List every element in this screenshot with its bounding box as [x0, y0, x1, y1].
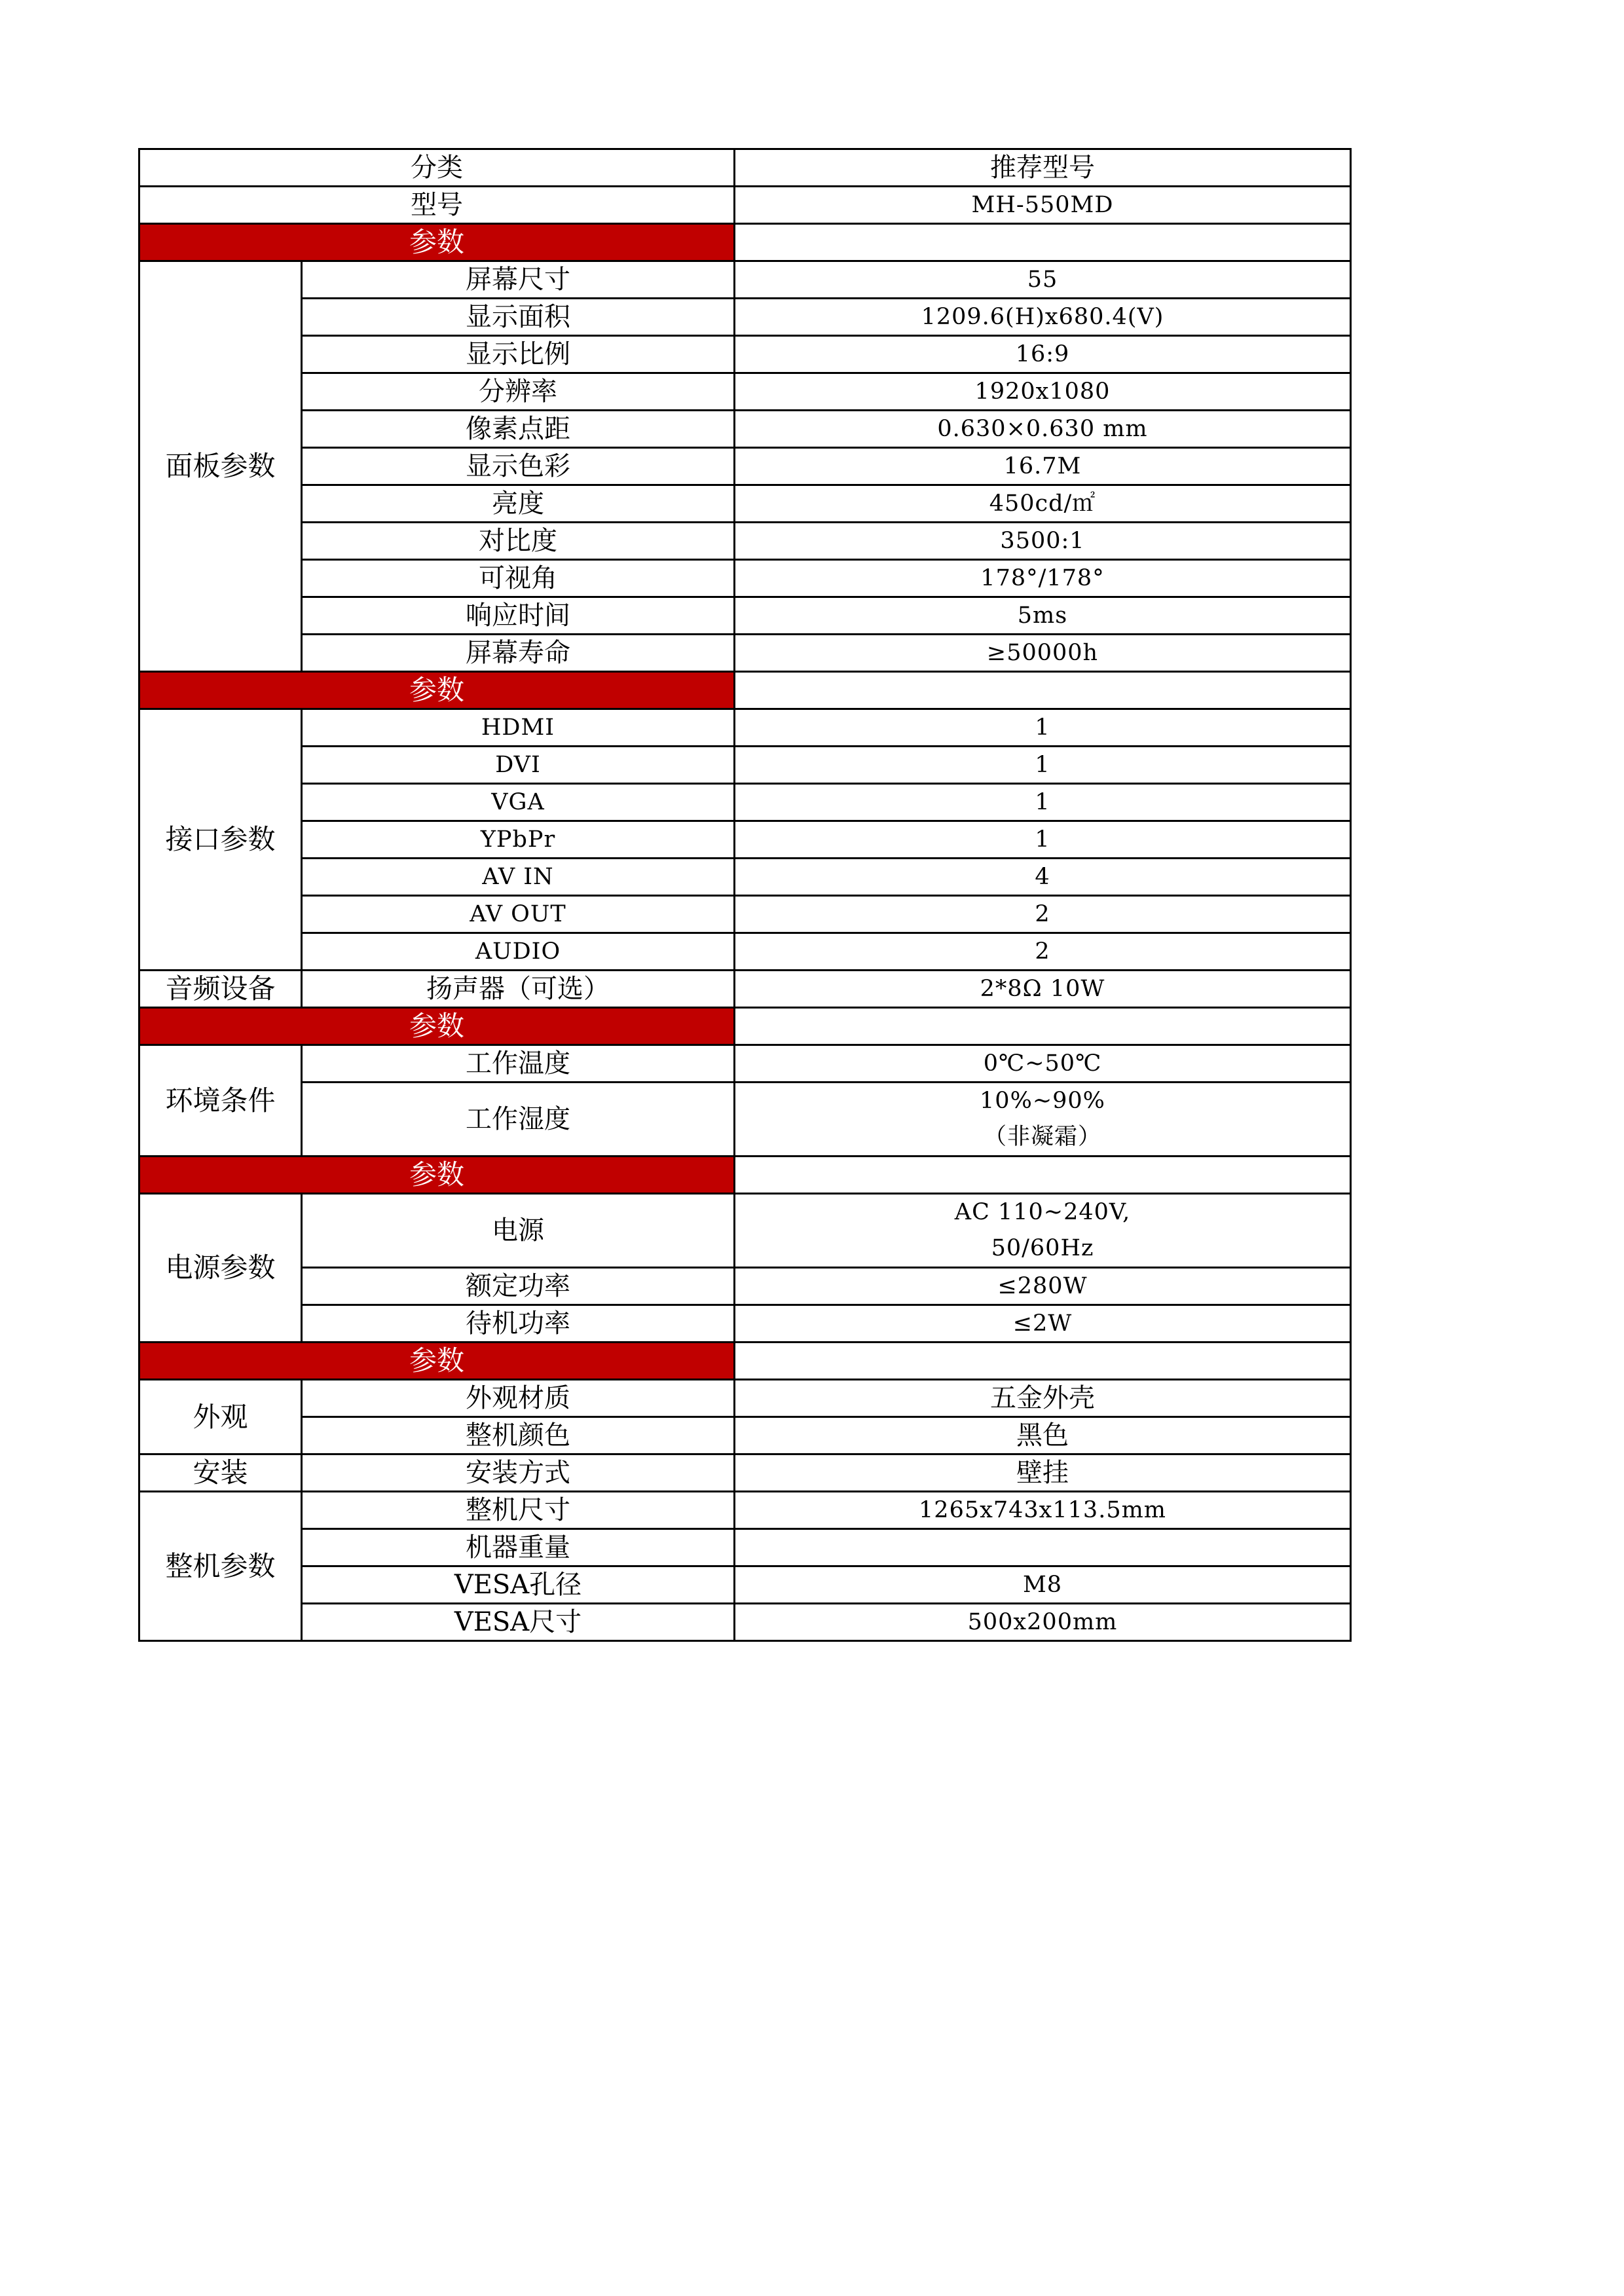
table-row	[139, 896, 1351, 933]
row-value: ≤280W	[735, 1268, 1351, 1305]
table-row	[139, 448, 1351, 485]
row-value: 16:9	[735, 336, 1351, 373]
section-header: 参数	[139, 224, 735, 261]
row-value: 黑色	[735, 1417, 1351, 1454]
section-header-blank	[735, 1157, 1351, 1194]
table-row	[139, 1492, 1351, 1529]
row-value: 1265x743x113.5mm	[735, 1492, 1351, 1529]
category-panel: 面板参数	[139, 261, 302, 672]
row-label: 屏幕尺寸	[302, 261, 735, 299]
section-header-row	[139, 1157, 1351, 1194]
row-value: ≥50000h	[735, 635, 1351, 672]
category-audio: 音频设备	[139, 971, 302, 1008]
table-row	[139, 1380, 1351, 1417]
table-row	[139, 411, 1351, 448]
table-row	[139, 299, 1351, 336]
table-row	[139, 373, 1351, 411]
row-value: 2	[735, 896, 1351, 933]
row-value: 3500:1	[735, 523, 1351, 560]
category-power: 电源参数	[139, 1194, 302, 1342]
table-header-row	[139, 149, 1351, 187]
table-row	[139, 747, 1351, 784]
row-value: 1	[735, 784, 1351, 821]
section-header-row	[139, 672, 1351, 709]
section-header-row	[139, 1342, 1351, 1380]
row-label: AV OUT	[302, 896, 735, 933]
section-header: 参数	[139, 1008, 735, 1045]
table-row	[139, 560, 1351, 597]
table-row	[139, 933, 1351, 971]
row-label: 像素点距	[302, 411, 735, 448]
row-value	[735, 1194, 1351, 1268]
humidity-value-line2: （非凝霜）	[983, 1124, 1101, 1150]
model-label: 型号	[139, 187, 735, 224]
row-value: ≤2W	[735, 1305, 1351, 1342]
row-value: 壁挂	[735, 1454, 1351, 1492]
table-row	[139, 597, 1351, 635]
section-header-blank	[735, 672, 1351, 709]
row-label: 机器重量	[302, 1529, 735, 1566]
table-row	[139, 485, 1351, 523]
row-label: 显示色彩	[302, 448, 735, 485]
row-label: 屏幕寿命	[302, 635, 735, 672]
row-label: VGA	[302, 784, 735, 821]
row-label: 安装方式	[302, 1454, 735, 1492]
table-row	[139, 261, 1351, 299]
row-value: 4	[735, 859, 1351, 896]
row-value	[735, 1529, 1351, 1566]
section-header-blank	[735, 224, 1351, 261]
table-row	[139, 859, 1351, 896]
table-row	[139, 1454, 1351, 1492]
table-row	[139, 523, 1351, 560]
table-row	[139, 971, 1351, 1008]
row-label: 电源	[302, 1194, 735, 1268]
table-row	[139, 784, 1351, 821]
spec-table	[138, 148, 1352, 1642]
row-label: AV IN	[302, 859, 735, 896]
row-label: 显示比例	[302, 336, 735, 373]
table-row	[139, 336, 1351, 373]
category-install: 安装	[139, 1454, 302, 1492]
section-header-row	[139, 224, 1351, 261]
row-value: 5ms	[735, 597, 1351, 635]
table-row	[139, 821, 1351, 859]
supply-value-line1: AC 110~240V,	[954, 1199, 1131, 1225]
row-label: 扬声器（可选）	[302, 971, 735, 1008]
row-value: 1	[735, 747, 1351, 784]
row-value: 0.630×0.630 mm	[735, 411, 1351, 448]
row-label: VESA孔径	[302, 1566, 735, 1604]
row-label: 工作温度	[302, 1045, 735, 1083]
row-value: 1	[735, 709, 1351, 747]
row-label: 亮度	[302, 485, 735, 523]
table-row	[139, 1305, 1351, 1342]
row-value	[735, 1083, 1351, 1157]
row-label: AUDIO	[302, 933, 735, 971]
table-row	[139, 635, 1351, 672]
table-row	[139, 1194, 1351, 1268]
row-value: M8	[735, 1566, 1351, 1604]
row-label: 待机功率	[302, 1305, 735, 1342]
row-label: 可视角	[302, 560, 735, 597]
row-label: 对比度	[302, 523, 735, 560]
row-value: 500x200mm	[735, 1604, 1351, 1641]
section-header: 参数	[139, 672, 735, 709]
row-value: 55	[735, 261, 1351, 299]
row-label: VESA尺寸	[302, 1604, 735, 1641]
category-machine: 整机参数	[139, 1492, 302, 1641]
section-header-row	[139, 1008, 1351, 1045]
table-row	[139, 1529, 1351, 1566]
row-label: 整机尺寸	[302, 1492, 735, 1529]
section-header-blank	[735, 1342, 1351, 1380]
row-value: 1	[735, 821, 1351, 859]
table-row	[139, 709, 1351, 747]
row-value: 1209.6(H)x680.4(V)	[735, 299, 1351, 336]
row-value: 五金外壳	[735, 1380, 1351, 1417]
model-value: MH-550MD	[735, 187, 1351, 224]
row-label: 工作湿度	[302, 1083, 735, 1157]
row-label: DVI	[302, 747, 735, 784]
row-label: HDMI	[302, 709, 735, 747]
row-value: 0℃~50℃	[735, 1045, 1351, 1083]
table-row	[139, 1566, 1351, 1604]
row-label: 响应时间	[302, 597, 735, 635]
table-row	[139, 1417, 1351, 1454]
table-row	[139, 1268, 1351, 1305]
row-value: 2*8Ω 10W	[735, 971, 1351, 1008]
humidity-value-line1: 10%~90%	[980, 1088, 1105, 1114]
row-value: 2	[735, 933, 1351, 971]
section-header-blank	[735, 1008, 1351, 1045]
section-header: 参数	[139, 1342, 735, 1380]
row-label: YPbPr	[302, 821, 735, 859]
section-header: 参数	[139, 1157, 735, 1194]
supply-value-line2: 50/60Hz	[991, 1235, 1094, 1261]
model-row	[139, 187, 1351, 224]
category-environment: 环境条件	[139, 1045, 302, 1157]
header-category-label: 分类	[139, 149, 735, 187]
row-label: 外观材质	[302, 1380, 735, 1417]
row-value: 16.7M	[735, 448, 1351, 485]
row-label: 额定功率	[302, 1268, 735, 1305]
row-label: 显示面积	[302, 299, 735, 336]
row-label: 整机颜色	[302, 1417, 735, 1454]
row-value: 450cd/㎡	[735, 485, 1351, 523]
category-interface: 接口参数	[139, 709, 302, 971]
category-appearance: 外观	[139, 1380, 302, 1454]
row-label: 分辨率	[302, 373, 735, 411]
table-row	[139, 1604, 1351, 1641]
table-row	[139, 1045, 1351, 1083]
row-value: 1920x1080	[735, 373, 1351, 411]
header-model-label: 推荐型号	[735, 149, 1351, 187]
table-row	[139, 1083, 1351, 1157]
row-value: 178°/178°	[735, 560, 1351, 597]
